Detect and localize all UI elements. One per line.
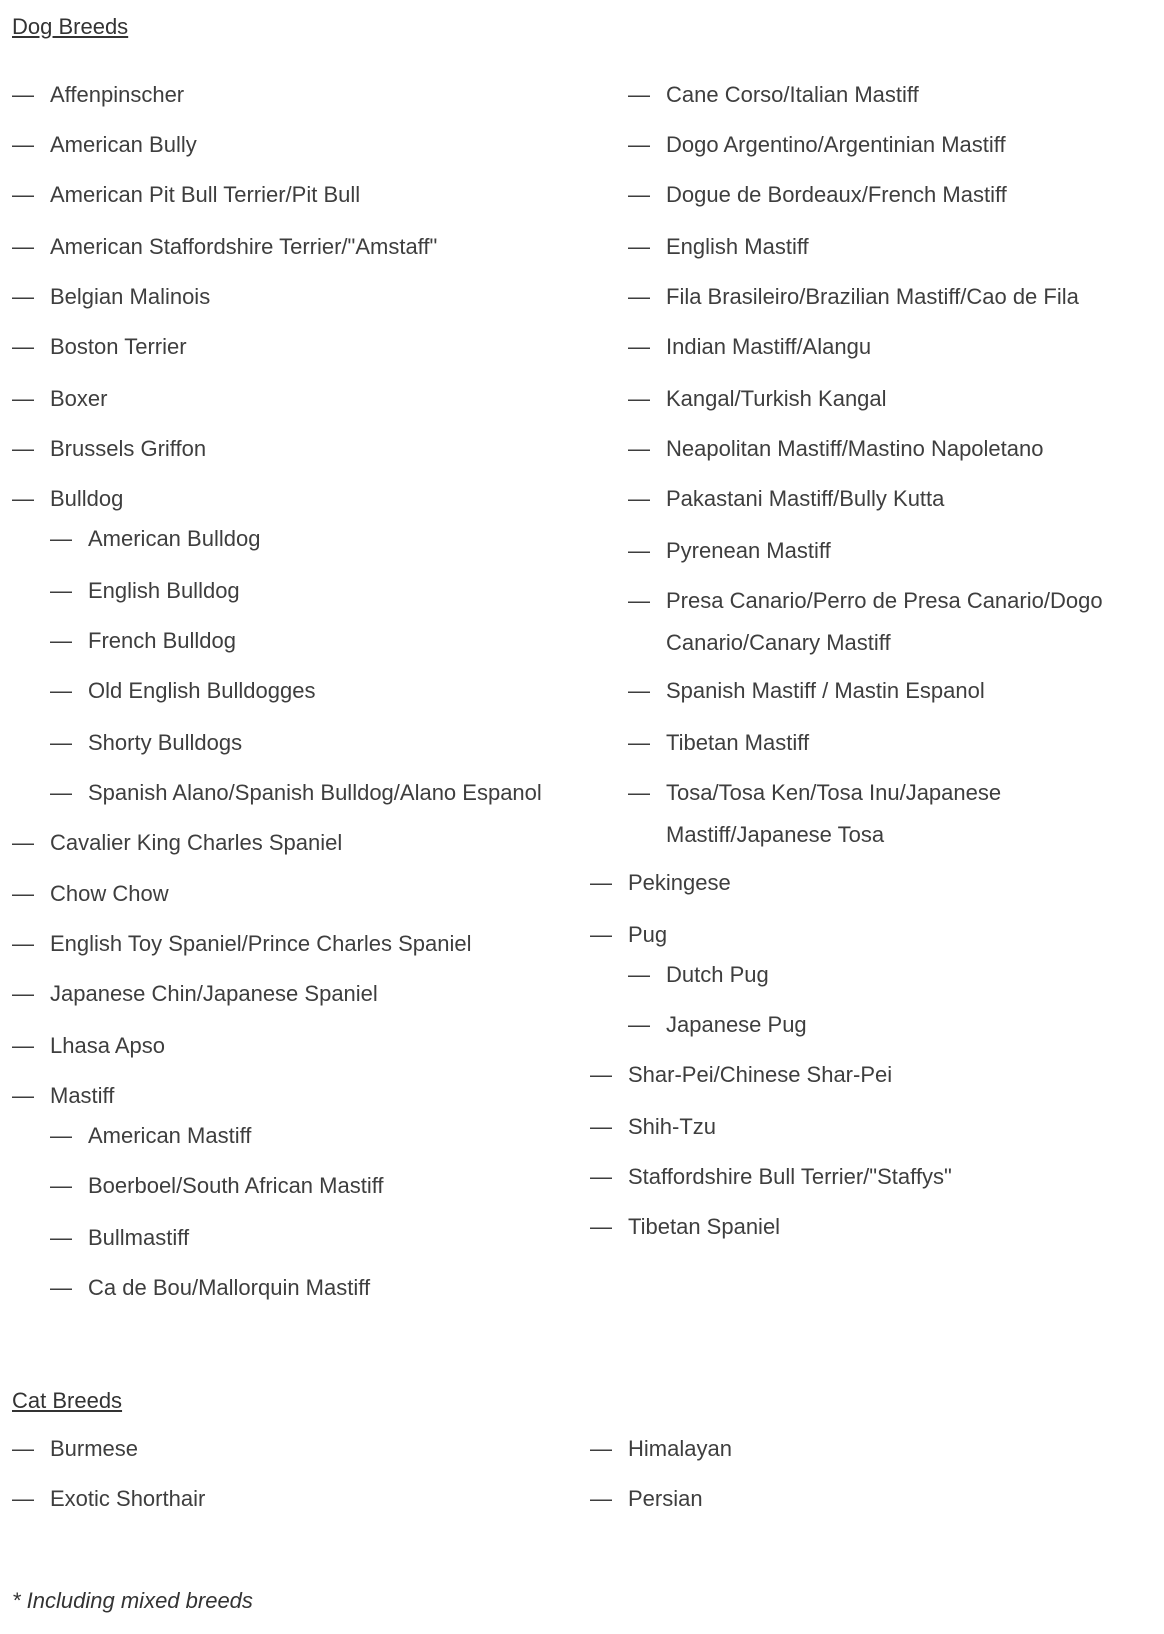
dash-bullet: —: [50, 526, 72, 551]
dash-bullet: —: [628, 538, 650, 563]
dash-bullet: —: [590, 1214, 612, 1239]
breed-label: Bulldog: [50, 486, 124, 511]
dash-bullet: —: [50, 628, 72, 653]
cat-breeds-heading: Cat Breeds: [12, 1388, 123, 1413]
breed-label: Dogo Argentino/Argentinian Mastiff: [666, 132, 1006, 157]
footnote: * Including mixed breeds: [12, 1588, 253, 1613]
breed-label: Spanish Alano/Spanish Bulldog/Alano Espanol: [88, 780, 542, 805]
dash-bullet: —: [628, 132, 650, 157]
breed-label: Dutch Pug: [666, 962, 769, 987]
dash-bullet: —: [12, 132, 34, 157]
dash-bullet: —: [628, 780, 650, 805]
breed-label: Spanish Mastiff / Mastin Espanol: [666, 678, 985, 703]
breed-label: Bullmastiff: [88, 1225, 190, 1250]
dash-bullet: —: [12, 931, 34, 956]
breed-label: Belgian Malinois: [50, 284, 211, 309]
dog-breeds-heading: Dog Breeds: [12, 14, 129, 39]
dash-bullet: —: [50, 730, 72, 755]
breed-label: Boxer: [50, 386, 108, 411]
breed-label: English Bulldog: [88, 578, 240, 603]
dash-bullet: —: [590, 922, 612, 947]
dash-bullet: —: [12, 436, 34, 461]
dash-bullet: —: [12, 1083, 34, 1108]
breed-label: Cavalier King Charles Spaniel: [50, 830, 343, 855]
breed-label: English Toy Spaniel/Prince Charles Spaniel: [50, 931, 472, 956]
breed-label: Old English Bulldogges: [88, 678, 316, 703]
dash-bullet: —: [628, 1012, 650, 1037]
dash-bullet: —: [50, 780, 72, 805]
dash-bullet: —: [50, 1173, 72, 1198]
breed-label: Ca de Bou/Mallorquin Mastiff: [88, 1275, 371, 1300]
dash-bullet: —: [590, 1164, 612, 1189]
breed-label: American Bully: [50, 132, 197, 157]
dash-bullet: —: [628, 182, 650, 207]
breed-label: Himalayan: [628, 1436, 732, 1461]
dash-bullet: —: [12, 82, 34, 107]
breed-label: Kangal/Turkish Kangal: [666, 386, 887, 411]
dash-bullet: —: [12, 1033, 34, 1058]
dash-bullet: —: [628, 678, 650, 703]
dash-bullet: —: [628, 730, 650, 755]
dash-bullet: —: [12, 386, 34, 411]
dash-bullet: —: [50, 1225, 72, 1250]
breed-label: Cane Corso/Italian Mastiff: [666, 82, 919, 107]
dash-bullet: —: [628, 386, 650, 411]
breed-label: Tibetan Mastiff: [666, 730, 810, 755]
breed-label: Burmese: [50, 1436, 139, 1461]
breed-label: Indian Mastiff/Alangu: [666, 334, 872, 359]
dash-bullet: —: [12, 830, 34, 855]
dash-bullet: —: [50, 678, 72, 703]
dash-bullet: —: [12, 486, 34, 511]
breed-label: American Mastiff: [88, 1123, 252, 1148]
breed-label: American Bulldog: [88, 526, 261, 551]
dash-bullet: —: [12, 284, 34, 309]
breed-label: Mastiff: [50, 1083, 115, 1108]
dash-bullet: —: [12, 234, 34, 259]
breed-label: Chow Chow: [50, 881, 169, 906]
dash-bullet: —: [50, 578, 72, 603]
dash-bullet: —: [628, 284, 650, 309]
dash-bullet: —: [628, 82, 650, 107]
breed-label: Staffordshire Bull Terrier/"Staffys": [628, 1164, 952, 1189]
breed-label: Pekingese: [628, 870, 731, 895]
breed-label: Shorty Bulldogs: [88, 730, 243, 755]
breed-label: English Mastiff: [666, 234, 809, 259]
dash-bullet: —: [590, 870, 612, 895]
dash-bullet: —: [590, 1114, 612, 1139]
breed-label: Dogue de Bordeaux/French Mastiff: [666, 182, 1007, 207]
dash-bullet: —: [628, 234, 650, 259]
breed-label: Neapolitan Mastiff/Mastino Napoletano: [666, 436, 1044, 461]
dash-bullet: —: [50, 1123, 72, 1148]
breed-label: Fila Brasileiro/Brazilian Mastiff/Cao de Fila: [666, 284, 1079, 309]
breed-label: French Bulldog: [88, 628, 236, 653]
breed-label: Pakastani Mastiff/Bully Kutta: [666, 486, 945, 511]
breed-label: Shih-Tzu: [628, 1114, 717, 1139]
breed-label: Exotic Shorthair: [50, 1486, 206, 1511]
breed-label: American Pit Bull Terrier/Pit Bull: [50, 182, 361, 207]
breed-label: Presa Canario/Perro de Presa Canario/Dogo Canario/Canary Mastiff: [666, 588, 1103, 655]
breed-label: Japanese Pug: [666, 1012, 807, 1037]
dash-bullet: —: [590, 1062, 612, 1087]
breed-label: Tibetan Spaniel: [628, 1214, 781, 1239]
breed-label: Persian: [628, 1486, 703, 1511]
breed-label: Pyrenean Mastiff: [666, 538, 831, 563]
breed-label: Boerboel/South African Mastiff: [88, 1173, 384, 1198]
breed-label: Boston Terrier: [50, 334, 187, 359]
dash-bullet: —: [590, 1436, 612, 1461]
dash-bullet: —: [628, 486, 650, 511]
breed-label: Brussels Griffon: [50, 436, 207, 461]
dash-bullet: —: [12, 182, 34, 207]
dash-bullet: —: [628, 962, 650, 987]
breed-label: Tosa/Tosa Ken/Tosa Inu/Japanese Mastiff/Japanese Tosa: [666, 780, 1002, 847]
dash-bullet: —: [12, 334, 34, 359]
dash-bullet: —: [50, 1275, 72, 1300]
dash-bullet: —: [628, 334, 650, 359]
dash-bullet: —: [628, 588, 650, 613]
dash-bullet: —: [12, 881, 34, 906]
breed-label: Shar-Pei/Chinese Shar-Pei: [628, 1062, 893, 1087]
dash-bullet: —: [12, 981, 34, 1006]
dash-bullet: —: [12, 1436, 34, 1461]
breed-label: Pug: [628, 922, 668, 947]
breed-label: American Staffordshire Terrier/"Amstaff": [50, 234, 438, 259]
breed-label: Japanese Chin/Japanese Spaniel: [50, 981, 378, 1006]
dash-bullet: —: [628, 436, 650, 461]
breed-label: Lhasa Apso: [50, 1033, 165, 1058]
breed-label: Affenpinscher: [50, 82, 185, 107]
dash-bullet: —: [12, 1486, 34, 1511]
dash-bullet: —: [590, 1486, 612, 1511]
